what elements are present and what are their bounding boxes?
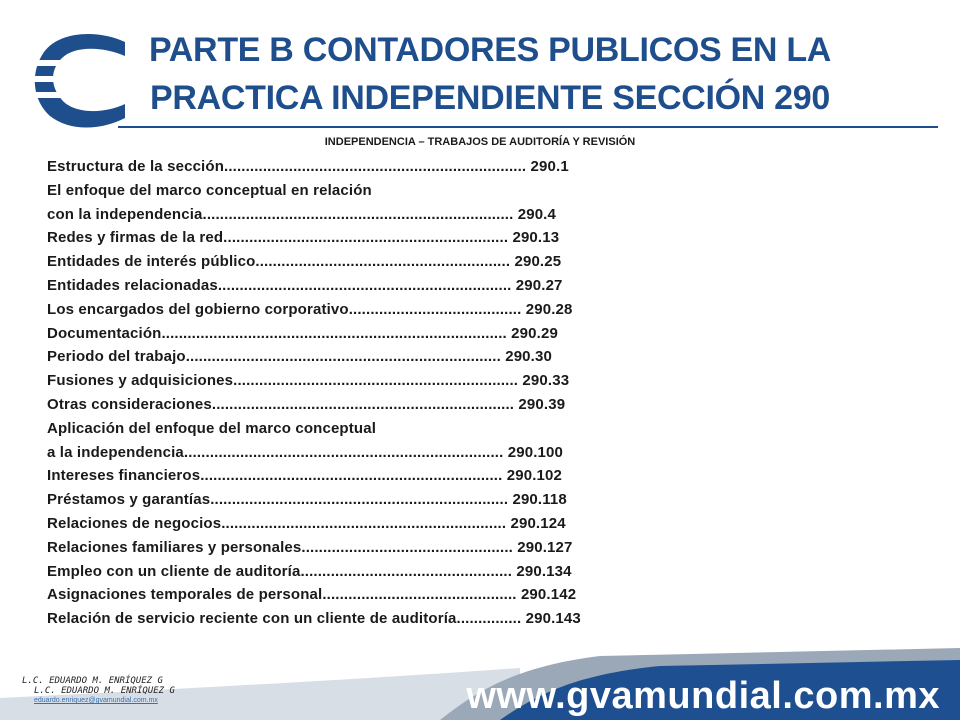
- website-link[interactable]: www.gvamundial.com.mx: [466, 675, 940, 717]
- signature-line-1: L.C. EDUARDO M. ENRÍQUEZ G: [22, 676, 163, 686]
- title-line-2: PRACTICA INDEPENDIENTE SECCIÓN 290: [150, 79, 830, 117]
- signature-line-2: L.C. EDUARDO M. ENRÍQUEZ G: [34, 686, 175, 696]
- toc-item: Entidades relacionadas.................................................................... 290.27: [47, 276, 563, 294]
- toc-item: Periodo del trabajo......................................................................... 290.30: [47, 348, 552, 366]
- title-divider: [118, 126, 938, 128]
- toc-item: Documentación................................................................................ 290.29: [47, 324, 558, 342]
- toc-item: Préstamos y garantías..................................................................... 290.118: [47, 491, 567, 509]
- toc-item: Relación de servicio reciente con un cliente de auditoría............... 290.143: [47, 610, 581, 628]
- toc-item: Asignaciones temporales de personal............................................. 290.142: [47, 586, 577, 604]
- toc-item: a la independencia.......................................................................... 290.100: [47, 443, 563, 461]
- toc-item: Otras consideraciones...................................................................... 290.39: [47, 395, 566, 413]
- table-of-contents: [47, 155, 747, 631]
- toc-item: Empleo con un cliente de auditoría................................................. 290.134: [47, 562, 572, 580]
- toc-item: Redes y firmas de la red.................................................................. 290.13: [47, 229, 560, 247]
- toc-item: con la independencia........................................................................ 290.4: [47, 205, 556, 223]
- toc-item: El enfoque del marco conceptual en relación: [47, 181, 372, 199]
- email-link[interactable]: eduardo.enriquez@gvamundial.com.mx: [34, 697, 158, 704]
- toc-item: Entidades de interés público........................................................... 290.25: [47, 253, 562, 271]
- toc-item: Relaciones familiares y personales................................................. 290.127: [47, 538, 573, 556]
- toc-item: Intereses financieros...................................................................... 290.102: [47, 467, 563, 485]
- toc-item: Fusiones y adquisiciones.................................................................. 290.33: [47, 372, 570, 390]
- title-line-1: PARTE B CONTADORES PUBLICOS EN LA: [148, 31, 832, 69]
- toc-item: Estructura de la sección...................................................................... 290.1: [47, 158, 569, 175]
- toc-item: Los encargados del gobierno corporativo........................................ 290.28: [47, 300, 573, 318]
- toc-item: Aplicación del enfoque del marco conceptual: [47, 419, 377, 437]
- slide-title: [110, 26, 870, 122]
- slide-subtitle: INDEPENDENCIA – TRABAJOS DE AUDITORÍA Y REVISIÓN: [324, 136, 636, 148]
- toc-item: Relaciones de negocios.................................................................. 290.124: [47, 514, 566, 532]
- signature: [22, 676, 175, 696]
